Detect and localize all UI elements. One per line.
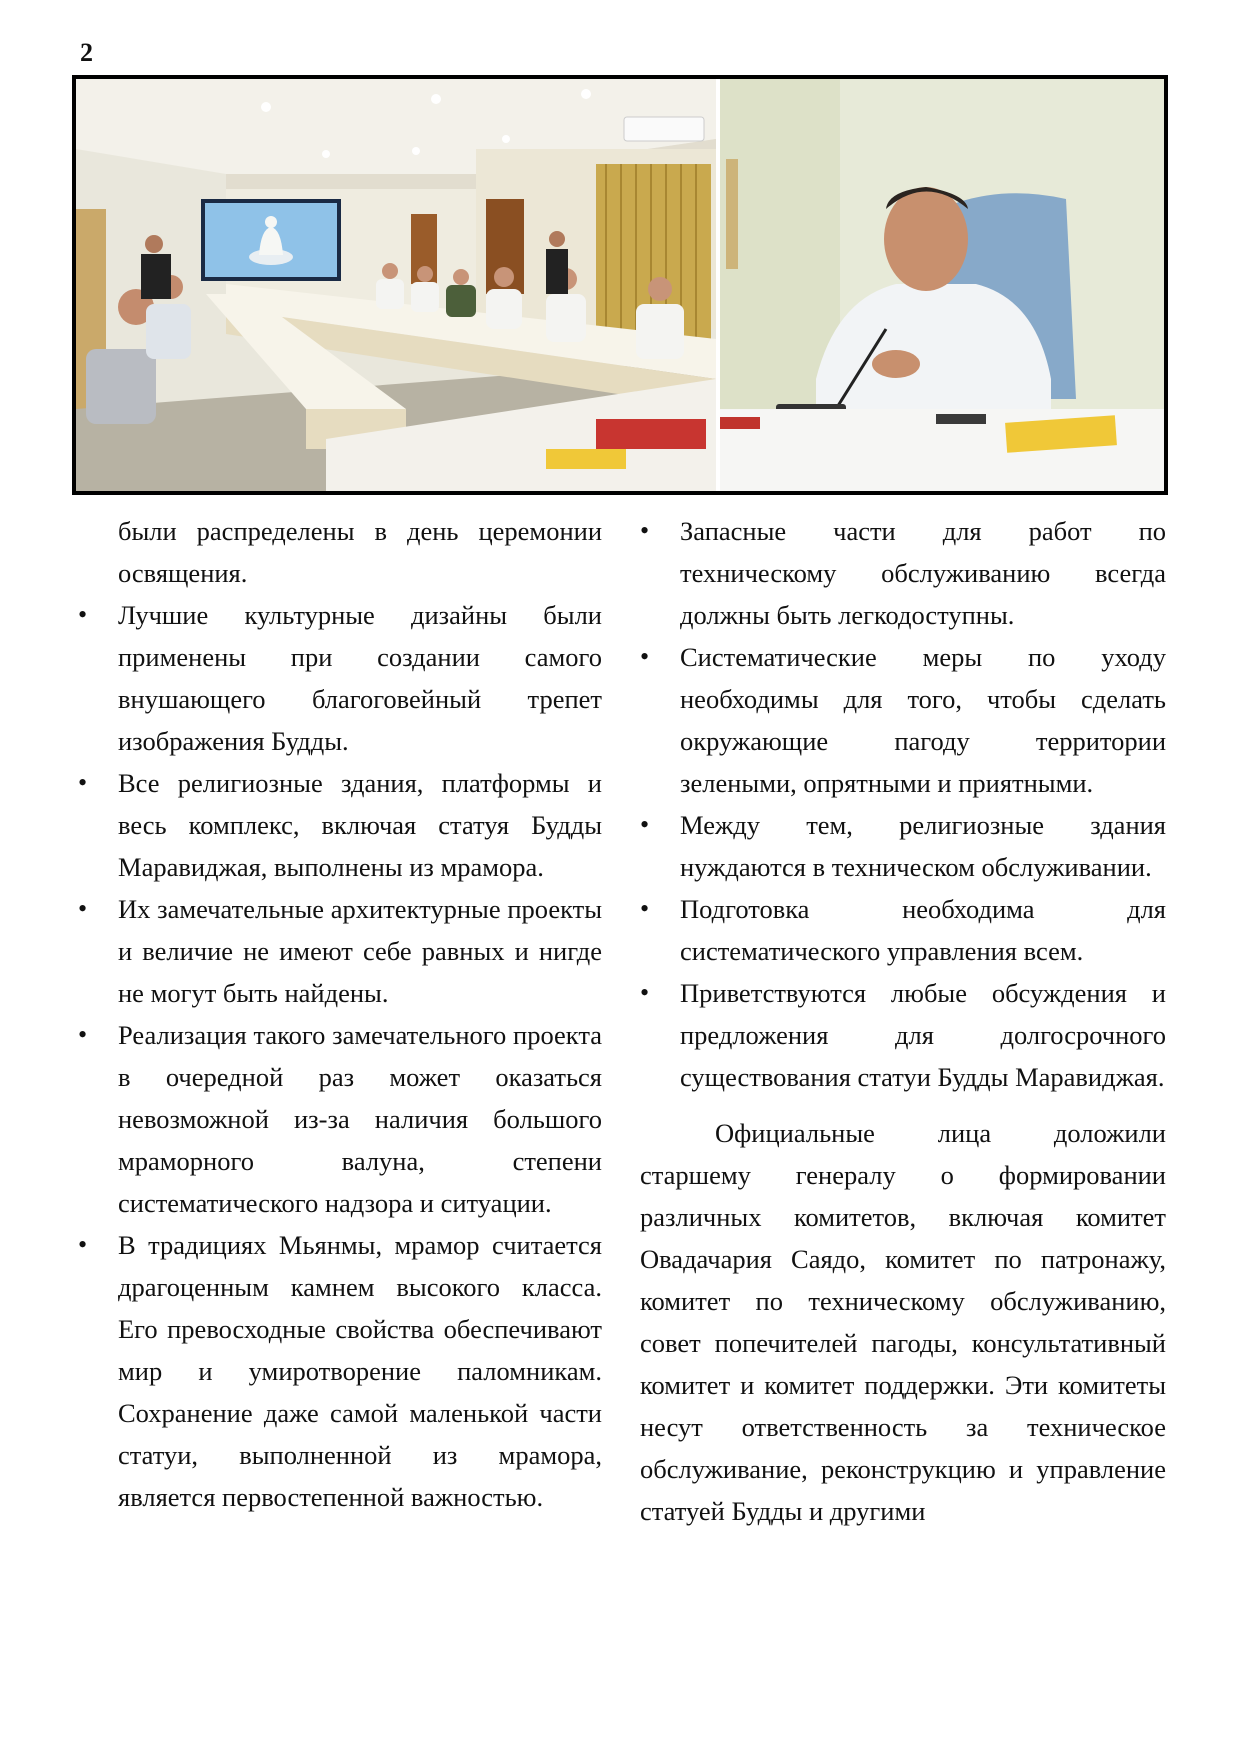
list-item: • Приветствуются любые обсуждения и предложения для долгосрочного существования статуи Будды Маравиджая. xyxy=(640,972,1166,1098)
list-item: • Систематические меры по уходу необходимы для того, чтобы сделать окружающие пагоду территории зелеными, опрятными и приятными. xyxy=(640,636,1166,804)
list-item: • Их замечательные архитектурные проекты и величие не имеют себе равных и нигде не могут быть найдены. xyxy=(78,888,602,1014)
list-item: • Лучшие культурные дизайны были применены при создании самого внушающего благоговейный трепет изображения Будды. xyxy=(78,594,602,762)
photo-strip xyxy=(72,75,1168,495)
left-column xyxy=(78,510,602,1518)
page-number: 2 xyxy=(80,38,93,67)
list-item: • Подготовка необходима для систематического управления всем. xyxy=(640,888,1166,972)
bullet-list-left xyxy=(78,594,602,1518)
list-item: • В традициях Мьянмы, мрамор считается драгоценным камнем высокого класса. Его превосходные свойства обеспечивают мир и умиротворение паломникам. Сохранение даже самой маленькой части статуи, выполненной из мрамора, является первостепенной важностью. xyxy=(78,1224,602,1518)
bullet-list-right xyxy=(640,510,1166,1098)
list-item: • Между тем, религиозные здания нуждаются в техническом обслуживании. xyxy=(640,804,1166,888)
speaker-at-table-photo xyxy=(720,79,1164,491)
list-item: • Реализация такого замечательного проекта в очередной раз может оказаться невозможной из-за наличия большого мраморного валуна, степени систематического надзора и ситуации. xyxy=(78,1014,602,1224)
list-item: • Запасные части для работ по техническому обслуживанию всегда должны быть легкодоступны. xyxy=(640,510,1166,636)
list-item: • Все религиозные здания, платформы и весь комплекс, включая статуя Будды Маравиджая, выполнены из мрамора. xyxy=(78,762,602,888)
body-paragraph: Официальные лица доложили старшему генералу о формировании различных комитетов, включая комитет Овадачария Саядо, комитет по патронажу, комитет по техническому обслуживанию, совет попечителей пагоды, консультативный комитет и комитет поддержки. Эти комитеты несут ответственность за техническое обслуживание, реконструкцию и управление статуей Будды и другими xyxy=(640,1118,1166,1526)
continuation-text: были распределены в день церемонии освящения. xyxy=(118,516,602,588)
right-column xyxy=(640,510,1166,1532)
